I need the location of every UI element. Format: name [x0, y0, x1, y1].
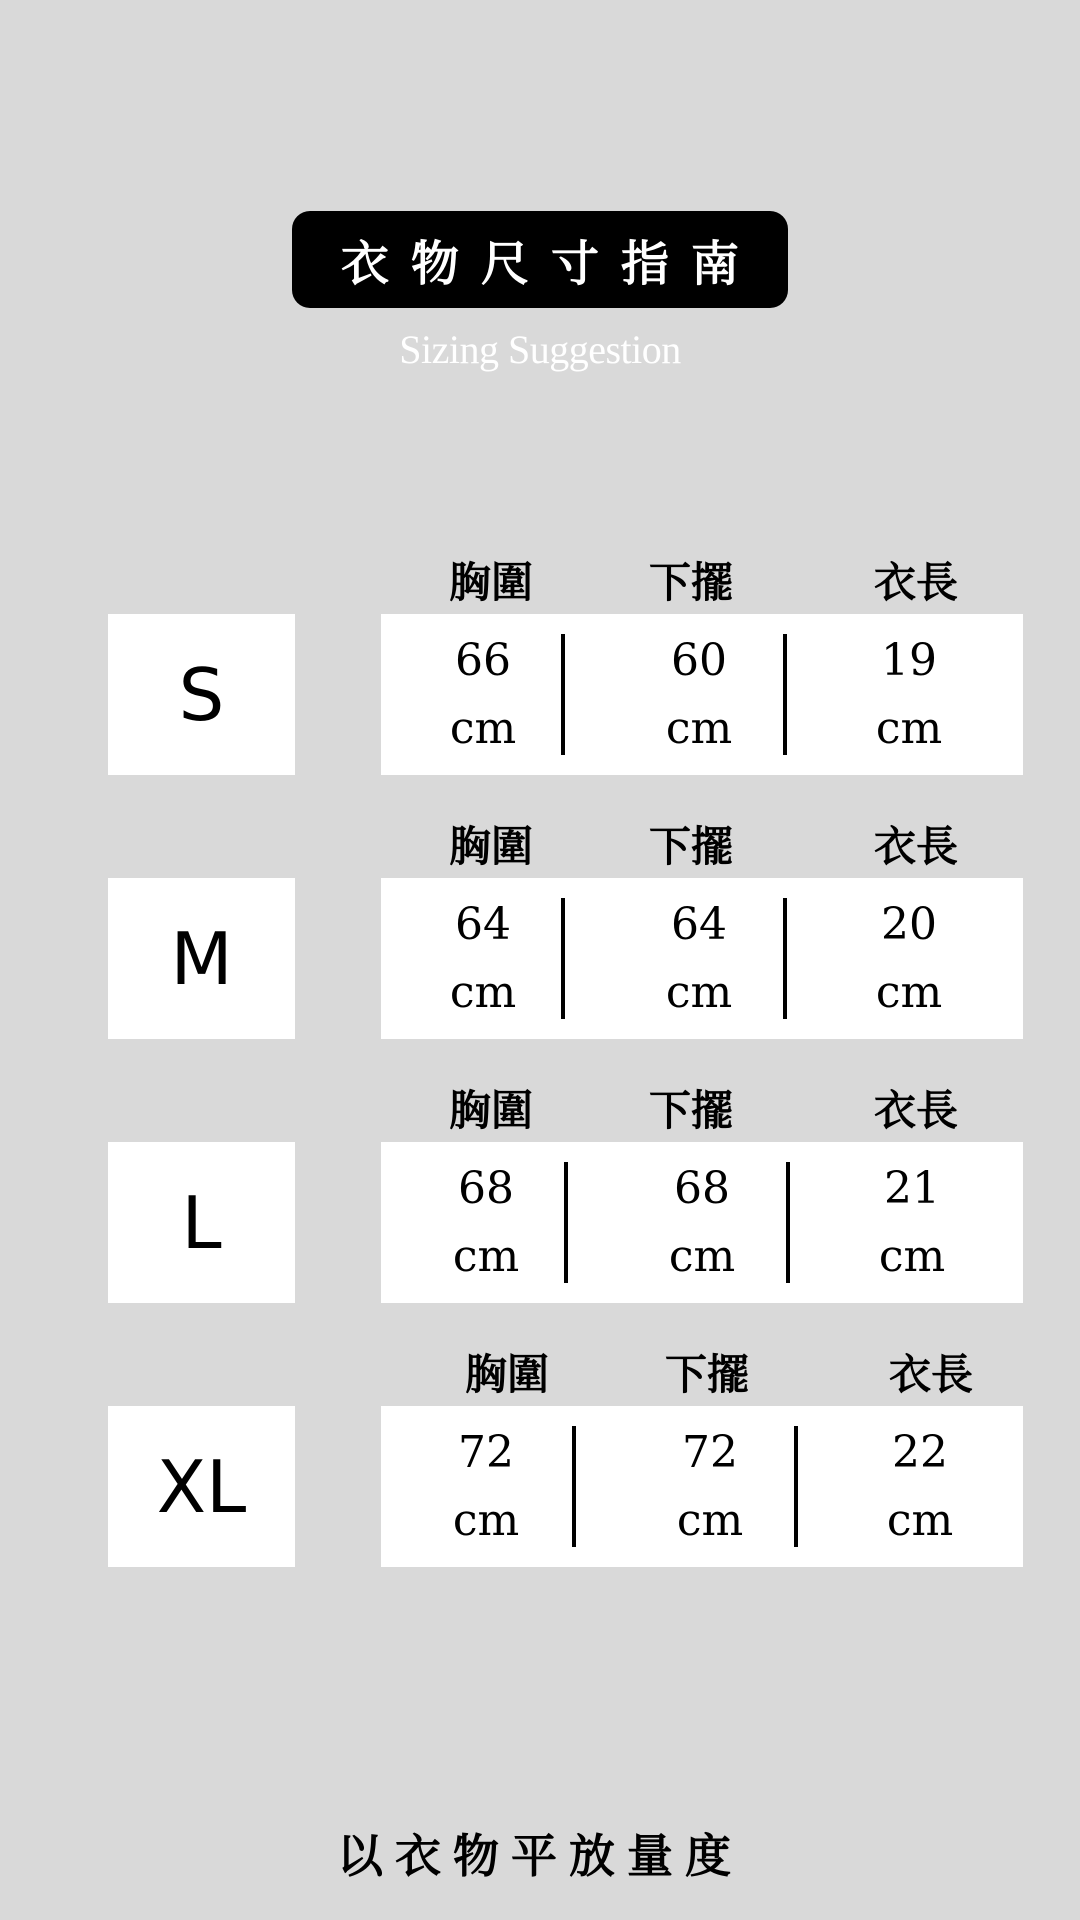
divider — [794, 1426, 798, 1547]
column-headers — [381, 814, 1023, 874]
page-subtitle: Sizing Suggestion — [399, 327, 681, 372]
measure-hem — [602, 1142, 802, 1303]
header-length: 衣長 — [873, 558, 958, 607]
measure-hem — [610, 1406, 810, 1567]
measure-value: 21 — [884, 1162, 940, 1214]
measure-unit: cm — [449, 966, 517, 1018]
divider — [786, 1162, 790, 1283]
divider — [572, 1426, 576, 1547]
size-label: L — [181, 1180, 222, 1265]
column-headers — [381, 1342, 1023, 1402]
size-label: M — [170, 916, 233, 1001]
measure-value: 72 — [682, 1426, 738, 1478]
measure-length — [812, 1142, 1012, 1303]
header-chest: 胸圍 — [448, 1086, 533, 1135]
measure-hem — [599, 614, 799, 775]
measure-length — [809, 878, 1009, 1039]
measure-value: 68 — [674, 1162, 730, 1214]
column-headers — [381, 1078, 1023, 1138]
measure-length — [809, 614, 1009, 775]
measure-value: 19 — [881, 634, 937, 686]
measure-hem — [599, 878, 799, 1039]
size-label: XL — [156, 1444, 247, 1529]
divider — [783, 634, 787, 755]
measurement-card — [381, 1406, 1023, 1567]
size-row-xl — [0, 1342, 1080, 1582]
header-chest: 胸圍 — [448, 558, 533, 607]
size-label-box — [108, 878, 295, 1039]
measure-chest — [383, 614, 583, 775]
page-title: 衣物尺寸指南 — [340, 236, 761, 292]
size-row-l — [0, 1078, 1080, 1318]
measurement-note: 以衣物平放量度 — [337, 1829, 743, 1883]
header-length: 衣長 — [888, 1350, 973, 1399]
measure-unit: cm — [875, 966, 943, 1018]
measurement-card — [381, 1142, 1023, 1303]
measure-chest — [386, 1142, 586, 1303]
measure-value: 72 — [458, 1426, 514, 1478]
divider — [564, 1162, 568, 1283]
measure-unit: cm — [452, 1230, 520, 1282]
measure-length — [820, 1406, 1020, 1567]
measure-unit: cm — [668, 1230, 736, 1282]
header-hem: 下擺 — [664, 1350, 749, 1399]
measure-unit: cm — [878, 1230, 946, 1282]
measure-value: 64 — [671, 898, 727, 950]
header-hem: 下擺 — [648, 558, 733, 607]
divider — [561, 634, 565, 755]
header-hem: 下擺 — [648, 1086, 733, 1135]
header-length: 衣長 — [873, 822, 958, 871]
divider — [561, 898, 565, 1019]
size-row-m — [0, 814, 1080, 1054]
measure-value: 64 — [455, 898, 511, 950]
measure-unit: cm — [452, 1494, 520, 1546]
measure-unit: cm — [665, 966, 733, 1018]
measure-unit: cm — [449, 702, 517, 754]
measure-unit: cm — [875, 702, 943, 754]
size-label: S — [178, 652, 225, 737]
size-label-box — [108, 614, 295, 775]
measurement-card — [381, 878, 1023, 1039]
title-badge — [292, 211, 788, 308]
measure-chest — [386, 1406, 586, 1567]
measure-value: 22 — [892, 1426, 948, 1478]
measure-value: 66 — [455, 634, 511, 686]
header-chest: 胸圍 — [464, 1350, 549, 1399]
divider — [783, 898, 787, 1019]
measure-unit: cm — [886, 1494, 954, 1546]
column-headers — [381, 550, 1023, 610]
header-hem: 下擺 — [648, 822, 733, 871]
measure-chest — [383, 878, 583, 1039]
size-label-box — [108, 1142, 295, 1303]
measure-unit: cm — [665, 702, 733, 754]
header-length: 衣長 — [873, 1086, 958, 1135]
measure-value: 60 — [671, 634, 727, 686]
size-row-s — [0, 550, 1080, 790]
measure-unit: cm — [676, 1494, 744, 1546]
size-label-box — [108, 1406, 295, 1567]
header-chest: 胸圍 — [448, 822, 533, 871]
measure-value: 20 — [881, 898, 937, 950]
measure-value: 68 — [458, 1162, 514, 1214]
measurement-card — [381, 614, 1023, 775]
